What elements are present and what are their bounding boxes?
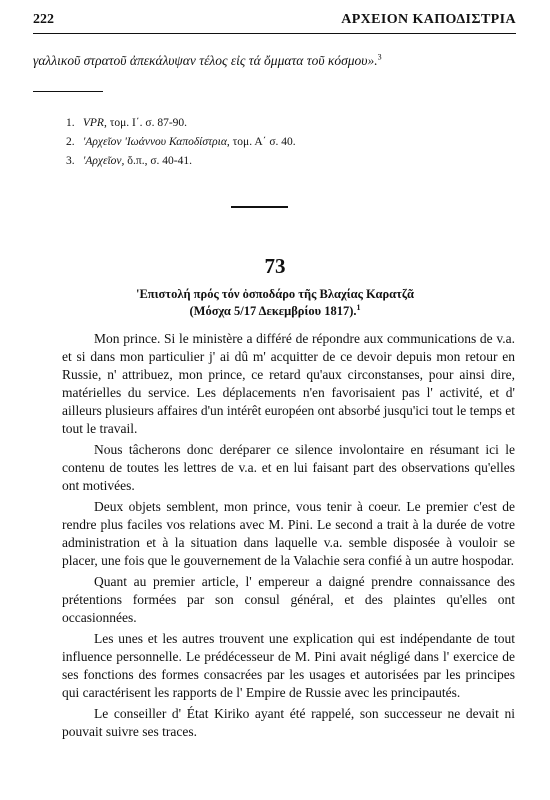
section-separator	[231, 206, 288, 208]
carryover-text: γαλλικοῦ στρατοῦ ἀπεκάλυψαν τέλος εἰς τά ὄμματα τοῦ κόσμου».	[33, 53, 378, 68]
document-title-line-2	[0, 303, 550, 320]
document-date: (Μόσχα 5/17 Δεκεμβρίου 1817).	[189, 304, 357, 318]
header-rule	[33, 33, 516, 34]
footnote-number: 1.	[66, 117, 75, 129]
footnote-3	[66, 152, 486, 171]
page-number: 222	[33, 12, 54, 27]
footnote-2	[66, 133, 486, 152]
paragraph-3: Deux objets semblent, mon prince, vous tenir à coeur. Le premier c'est de rendre plus faciles vos relations avec M. Pini. Le second a trait à la durée de votre administration et à la situation dans laquelle v.a. semble disposée à vouloir se placer, une fois que le gouvernement de la Valachie sera confié à un autre hospodar.	[62, 499, 515, 568]
paragraph-4: Quant au premier article, l' empereur a daigné prendre connaissance des prétentions formées par son consul général, et des plaintes qu'elles ont occasionnées.	[62, 574, 515, 625]
footnote-1	[66, 114, 486, 133]
letter-body	[62, 330, 515, 744]
paragraph-2: Nous tâcherons donc deréparer ce silence involontaire en résumant ici le contenu de toutes les lettres de v.a. et en lui faisant part des observations qu'elles ont motivées.	[62, 442, 515, 493]
footnote-source: 'Αρχεῖον 'Ιωάννου Καποδίστρια,	[82, 136, 230, 148]
footnote-ref-3: 3	[377, 52, 382, 62]
footnote-rule	[33, 91, 103, 92]
paragraph-5: Les unes et les autres trouvent une explication qui est indépendante de tout influence personnelle. Le prédécesseur de M. Pini avait négligé dans l' exercice de ses fonctions des formes consacrées par les usages et autorisées par les principes qui caractérisent les rapports de l' Empire de Russie avec les principautés.	[62, 631, 515, 700]
document-number: 73	[264, 254, 286, 278]
footnote-ref-1: 1	[356, 302, 361, 312]
carryover-line	[33, 53, 523, 69]
document-title-line-1: 'Επιστολή πρός τόν ὀσποδάρο τῆς Βλαχίας Καρατζᾶ	[135, 287, 415, 301]
footnote-number: 3.	[66, 155, 75, 167]
footnote-number: 2.	[66, 136, 75, 148]
footnote-detail: τομ. Ι΄. σ. 87-90.	[106, 117, 188, 129]
footnote-detail: τομ. Α΄ σ. 40.	[229, 136, 296, 148]
document-title	[0, 286, 550, 320]
running-title: ΑΡΧΕΙΟΝ ΚΑΠΟΔΙΣΤΡΙΑ	[341, 12, 516, 27]
footnotes	[66, 114, 486, 171]
footnote-source: VPR,	[82, 117, 107, 129]
paragraph-6: Le conseiller d' État Kiriko ayant été rappelé, son successeur ne devait ni pouvait suivre ses traces.	[62, 706, 515, 739]
footnote-detail: ὅ.π., σ. 40-41.	[124, 155, 192, 167]
running-header	[33, 12, 516, 34]
paragraph-1: Mon prince. Si le ministère a différé de répondre aux communications de v.a. et si dans mon particulier j' ai dû m' acquitter de ce devoir depuis mon retour en Russie, n' attribuez, mon prince, ce retard qu'aux circonstanses, pour ainsi dire, matérielles du service. Les déplacements n'en favorisaient pas l' activité, et d' ailleurs plusieurs affaires d'un intérêt européen ont absorbé jusqu'ici tout le temps et tout le travail.	[62, 331, 515, 436]
footnote-source: 'Αρχεῖον,	[82, 155, 125, 167]
